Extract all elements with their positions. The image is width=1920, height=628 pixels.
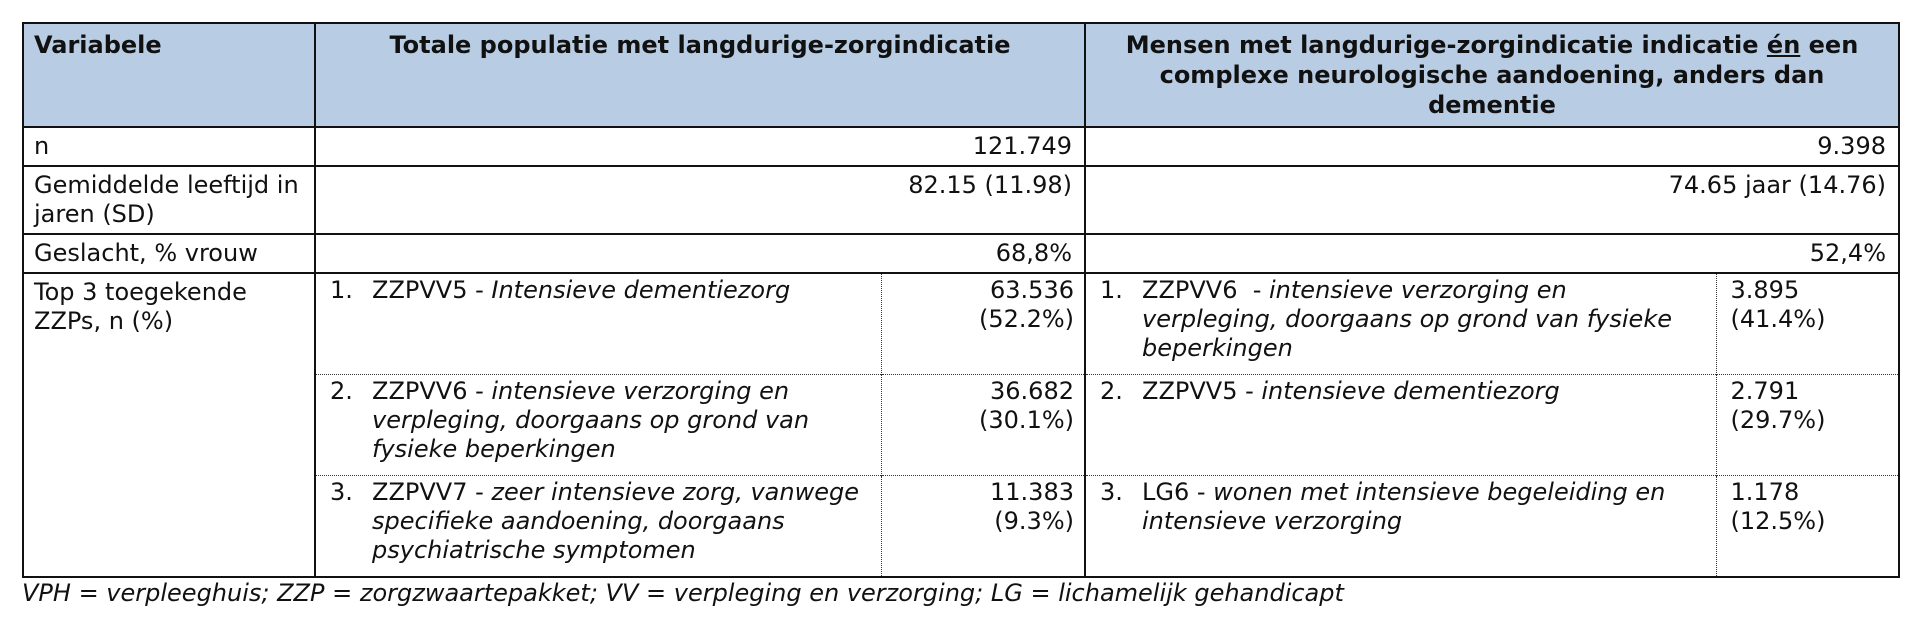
cell-top3-neuro: [1085, 273, 1899, 577]
zzp-n: 11.383: [990, 478, 1074, 506]
list-item: [316, 476, 1084, 577]
zzp-sep: -: [467, 478, 492, 506]
table-row: [23, 273, 1899, 577]
row-label-geslacht: Geslacht, % vrouw: [23, 234, 315, 273]
zzp-n: 63.536: [990, 276, 1074, 304]
header-variabele: Variabele: [23, 23, 315, 127]
list-item: [1086, 476, 1898, 577]
header-neuro-part2: een complexe neurologische aandoening, anders dan dementie: [1159, 31, 1859, 119]
cell-geslacht-neuro: 52,4%: [1085, 234, 1899, 273]
cell-leeftijd-neuro: 74.65 jaar (14.76): [1085, 166, 1899, 234]
zzp-desc: Intensieve dementiezorg: [491, 276, 791, 304]
list-item: [1086, 375, 1898, 476]
zzp-code: LG6: [1142, 478, 1190, 506]
zzp-sep: -: [1237, 377, 1262, 405]
zzp-desc: zeer intensieve zorg, vanwege specifieke aandoening, doorgaans psychiatrische symptomen: [372, 478, 859, 564]
item-number: 2.: [1100, 377, 1123, 405]
header-neuro: [1085, 23, 1899, 127]
table-row: [23, 127, 1899, 166]
row-label-top3: Top 3 toegekende ZZPs, n (%): [23, 273, 315, 577]
zzp-desc: intensieve verzorging en verpleging, doorgaans op grond van fysieke beperkingen: [372, 377, 810, 463]
header-totaal: Totale populatie met langdurige-zorgindicatie: [315, 23, 1085, 127]
zzp-n: 2.791: [1730, 377, 1800, 405]
zzp-n: 1.178: [1730, 478, 1800, 506]
zzp-sep: -: [1237, 276, 1270, 304]
zzp-code: ZZPVV6: [372, 377, 468, 405]
zzp-pct: (41.4%): [1730, 305, 1826, 333]
header-row: [23, 23, 1899, 127]
cell-top3-totaal: [315, 273, 1085, 577]
zzp-code: ZZPVV5: [372, 276, 468, 304]
table-container: [22, 22, 1898, 578]
data-table: [22, 22, 1900, 578]
footnote: VPH = verpleeghuis; ZZP = zorgzwaartepakket; VV = verpleging en verzorging; LG = lichamelijk gehandicapt: [22, 579, 1344, 607]
header-neuro-en: én: [1766, 31, 1801, 59]
zzp-desc: intensieve dementiezorg: [1261, 377, 1560, 405]
list-item: [1086, 274, 1898, 375]
row-label-n: n: [23, 127, 315, 166]
table-row: [23, 234, 1899, 273]
zzp-code: ZZPVV5: [1142, 377, 1238, 405]
cell-n-neuro: 9.398: [1085, 127, 1899, 166]
zzp-sep: -: [1189, 478, 1214, 506]
zzp-n: 36.682: [990, 377, 1074, 405]
zzp-pct: (29.7%): [1730, 406, 1826, 434]
cell-leeftijd-totaal: 82.15 (11.98): [315, 166, 1085, 234]
list-item: [316, 274, 1084, 375]
header-neuro-part1: Mensen met langdurige-zorgindicatie indicatie: [1125, 31, 1767, 59]
list-item: [316, 375, 1084, 476]
zzp-code: ZZPVV6: [1142, 276, 1238, 304]
zzp-n: 3.895: [1730, 276, 1800, 304]
zzp-pct: (9.3%): [994, 507, 1074, 535]
row-label-leeftijd: Gemiddelde leeftijd in jaren (SD): [23, 166, 315, 234]
zzp-desc: wonen met intensieve begeleiding en intensieve verzorging: [1142, 478, 1666, 535]
cell-geslacht-totaal: 68,8%: [315, 234, 1085, 273]
zzp-desc: intensieve verzorging en verpleging, doorgaans op grond van fysieke beperkingen: [1142, 276, 1672, 362]
item-number: 1.: [1100, 276, 1123, 304]
item-number: 1.: [330, 276, 353, 304]
zzp-sep: -: [467, 276, 492, 304]
zzp-sep: -: [467, 377, 492, 405]
item-number: 3.: [330, 478, 353, 506]
cell-n-totaal: 121.749: [315, 127, 1085, 166]
item-number: 3.: [1100, 478, 1123, 506]
table-row: [23, 166, 1899, 234]
zzp-code: ZZPVV7: [372, 478, 468, 506]
zzp-pct: (30.1%): [979, 406, 1074, 434]
top3-neuro-list: [1086, 274, 1898, 576]
top3-totaal-list: [316, 274, 1084, 576]
zzp-pct: (12.5%): [1730, 507, 1826, 535]
zzp-pct: (52.2%): [979, 305, 1074, 333]
item-number: 2.: [330, 377, 353, 405]
